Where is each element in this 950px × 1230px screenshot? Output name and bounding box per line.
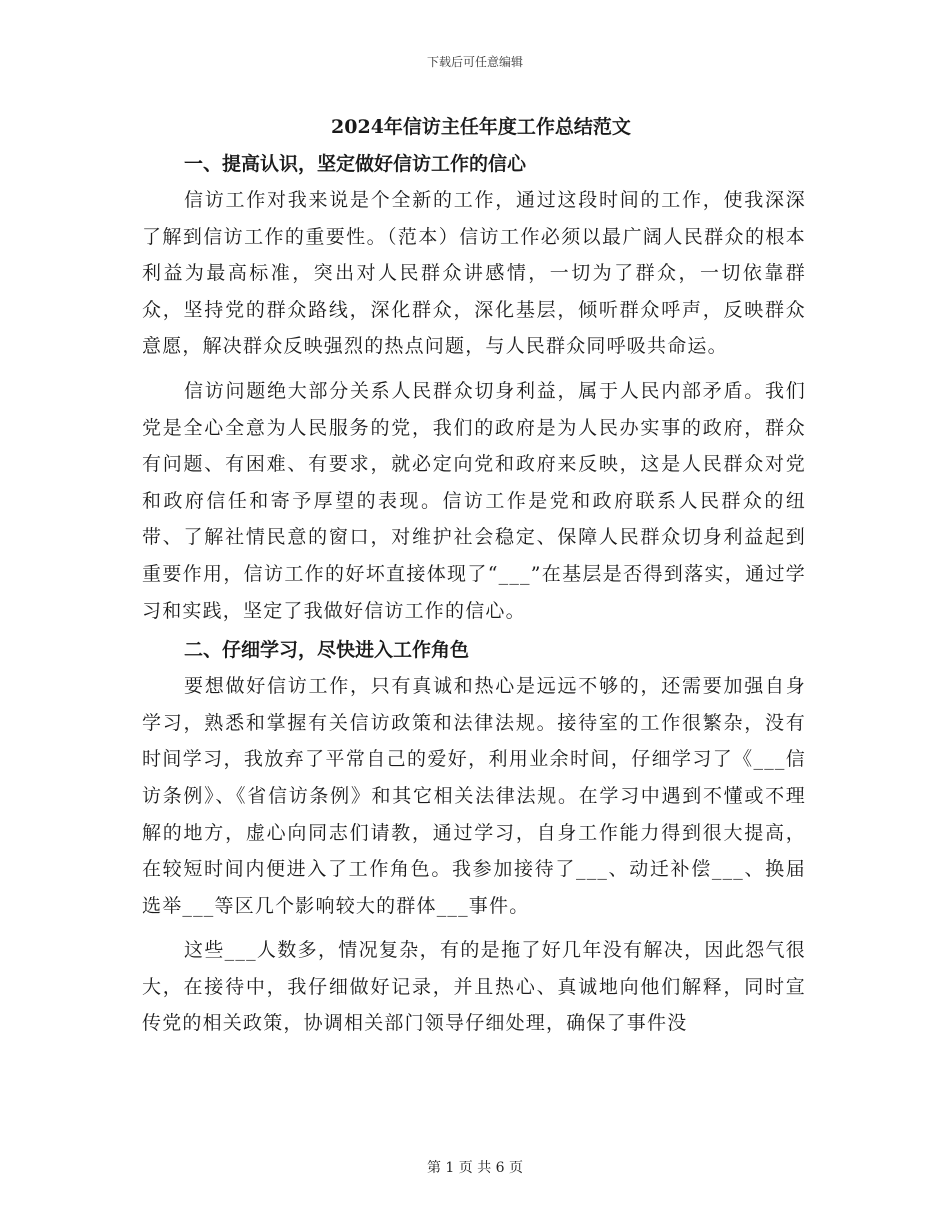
section-heading: 一、提高认识，坚定做好信访工作的信心 (184, 153, 527, 175)
paragraph: 信访工作对我来说是个全新的工作，通过这段时间的工作，使我深深了解到信访工作的重要性。（范本）信访工作必须以最广阔人民群众的根本利益为最高标准，突出对人民群众讲感情，一切为了群众，一切依靠群众，坚持党的群众路线，深化群众，深化基层，倾听群众呼声，反映群众意愿，解决群众反映强烈的热点问题，与人民群众同呼吸共命运。 (142, 189, 806, 358)
document-body (142, 108, 806, 1042)
paragraph: 要想做好信访工作，只有真诚和热心是远远不够的，还需要加强自身学习，熟悉和掌握有关信访政策和法律法规。接待室的工作很繁杂，没有时间学习，我放弃了平常自己的爱好，利用业余时间，仔细学习了《___信访条例》、《省信访条例》和其它相关法律法规。在学习中遇到不懂或不理解的地方，虚心向同志们请教，通过学习，自身工作能力得到很大提高，在较短时间内便进入了工作角色。我参加接待了___、动迁补偿___、换届选举___等区几个影响较大的群体___事件。 (142, 675, 806, 917)
paragraph: 这些___人数多，情况复杂，有的是拖了好几年没有解决，因此怨气很大，在接待中，我仔细做好记录，并且热心、真诚地向他们解释，同时宣传党的相关政策，协调相关部门领导仔细处理，确保了事件没 (142, 939, 806, 1035)
page-footer: 第 1 页 共 6 页 (426, 1160, 524, 1176)
document-title: 2024年信访主任年度工作总结范文 (331, 116, 631, 138)
paragraph: 信访问题绝大部分关系人民群众切身利益，属于人民内部矛盾。我们党是全心全意为人民服务的党，我们的政府是为人民办实事的政府，群众有问题、有困难、有要求，就必定向党和政府来反映，这是人民群众对党和政府信任和寄予厚望的表现。信访工作是党和政府联系人民群众的纽带、了解社情民意的窗口，对维护社会稳定、保障人民群众切身利益起到重要作用，信访工作的好坏直接体现了“___”在基层是否得到落实，通过学习和实践，坚定了我做好信访工作的信心。 (142, 379, 806, 622)
section-heading: 二、仔细学习，尽快进入工作角色 (184, 639, 470, 662)
page-header: 下载后可任意编辑 (426, 55, 523, 69)
